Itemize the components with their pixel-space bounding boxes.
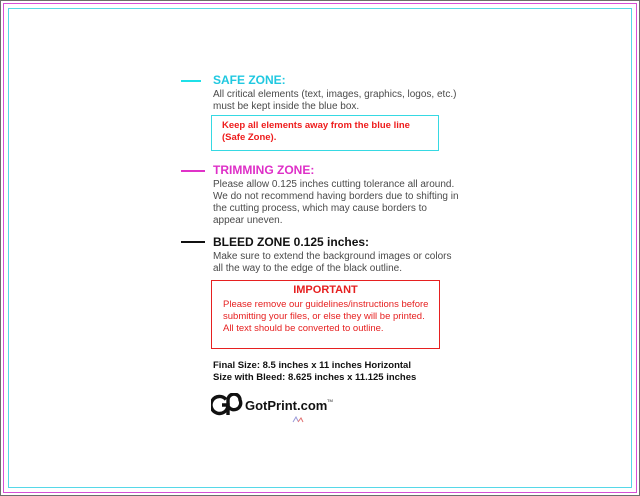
bleed-zone-desc-line: all the way to the edge of the black outline. xyxy=(213,263,403,274)
bleed-size: Size with Bleed: 8.625 inches x 11.125 inches xyxy=(213,372,417,383)
trimming-zone-desc-line: Please allow 0.125 inches cutting tolerance all around. xyxy=(213,179,455,190)
safe-zone-desc-line: All critical elements (text, images, graphics, logos, etc.) xyxy=(213,89,457,100)
trimming-zone-desc-line: the cutting process, which may cause borders to xyxy=(213,203,427,214)
trimming-zone-title: TRIMMING ZONE: xyxy=(213,163,315,177)
safe-zone-dash xyxy=(181,80,201,82)
size-info xyxy=(213,360,416,384)
safe-zone-description xyxy=(213,89,456,113)
mini-mark-icon xyxy=(292,416,304,424)
bleed-zone-desc-line: Make sure to extend the background images or colors xyxy=(213,251,452,262)
important-text xyxy=(223,299,428,335)
final-size: Final Size: 8.5 inches x 11 inches Horizontal xyxy=(213,360,411,371)
important-notice-box xyxy=(211,280,440,349)
trimming-zone-desc-line: appear uneven. xyxy=(213,215,283,226)
safe-zone-title: SAFE ZONE: xyxy=(213,73,286,87)
trimming-zone-desc-line: We do not recommend having borders due to shifting in xyxy=(213,191,459,202)
bleed-zone-description xyxy=(213,251,451,275)
trimming-zone-description xyxy=(213,179,459,227)
important-title: IMPORTANT xyxy=(293,284,358,296)
important-text-line: All text should be converted to outline. xyxy=(223,323,384,334)
important-text-line: submitting your files, or else they will be printed. xyxy=(223,311,425,322)
safe-zone-callout-line: Keep all elements away from the blue line xyxy=(222,120,410,131)
gotprint-logo-icon xyxy=(211,393,245,417)
trimming-zone-dash xyxy=(181,170,205,172)
bleed-zone-dash xyxy=(181,241,205,243)
logo-wordmark: GotPrint.com xyxy=(245,398,328,413)
bleed-zone-title: BLEED ZONE 0.125 inches: xyxy=(213,235,370,249)
logo-trademark: TM xyxy=(327,398,333,403)
important-text-line: Please remove our guidelines/instructions before xyxy=(223,299,429,310)
safe-zone-desc-line: must be kept inside the blue box. xyxy=(213,101,360,112)
safe-zone-callout-line: (Safe Zone). xyxy=(222,132,277,143)
safe-zone-callout xyxy=(211,115,439,151)
